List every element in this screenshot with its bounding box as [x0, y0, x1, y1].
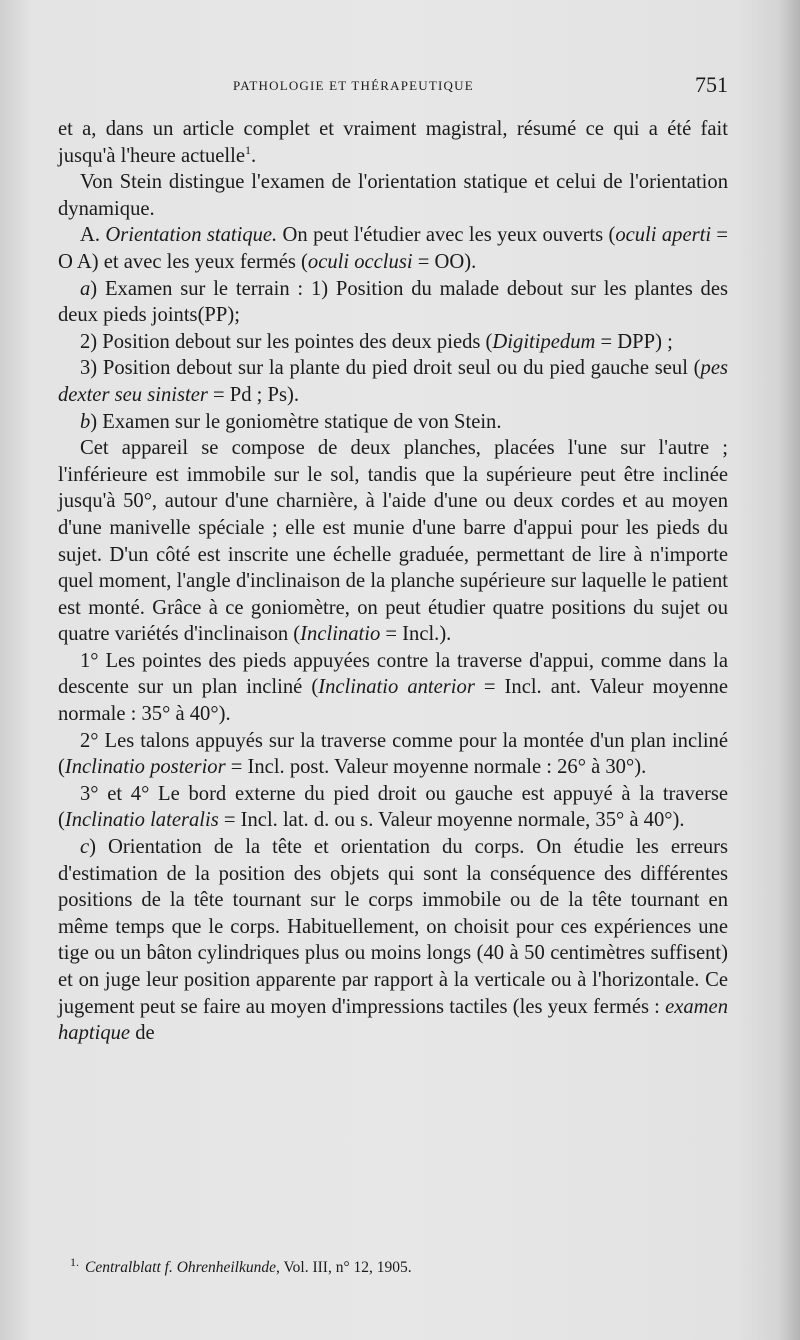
paragraph: c) Orientation de la tête et orientation du corps. On étudie les erreurs d'estimation de la position des objets qui sont la conséquence des différentes positions de la tête tournant sur le corps immobile ou de la tête tournant en même temps que le corps. Habituellement, on choisit pour ces expériences une tige ou un bâton cylindriques plus ou moins longs (40 à 50 centimètres suffisent) et on juge leur position apparente par rapport à la verticale ou à l'horizontale. Ce jugement peut se faire au moyen d'impressions tactiles (les yeux fermés : examen haptique de	[58, 836, 728, 1045]
section-heading: Orientation statique.	[105, 224, 278, 247]
paragraph: Cet appareil se compose de deux planches, placées l'une sur l'autre ; l'inférieure est immobile sur le sol, tandis que la supérieure peut être inclinée jusqu'à 50°, autour d'une charnière, à l'aide d'une ou deux cordes et au moyen d'une manivelle spéciale ; elle est munie d'une barre d'appui pour les pieds du sujet. D'un côté est inscrite une échelle graduée, permettant de lire à n'importe quel moment, l'angle d'inclinaison de la planche supérieure sur laquelle le patient est monté. Grâce à ce goniomètre, on peut étudier quatre positions du sujet ou quatre variétés d'inclinaison (Inclinatio = Incl.).	[58, 437, 728, 646]
page-edge-shadow	[778, 0, 800, 1340]
paragraph: et a, dans un article complet et vraiment magistral, résumé ce qui a été fait jusqu'à l'heure actuelle$^1$.	[58, 118, 728, 167]
footnote	[70, 1252, 730, 1278]
paragraph: 2) Position debout sur les pointes des deux pieds (Digitipedum = DPP) ;	[80, 330, 673, 353]
footnote-journal: Centralblatt f. Ohrenheilkunde	[85, 1259, 276, 1277]
page-number: 751	[695, 72, 728, 97]
body-text	[58, 116, 728, 1047]
paragraph: Von Stein distingue l'examen de l'orientation statique et celui de l'orientation dynamique.	[58, 171, 728, 220]
paragraph: a) Examen sur le terrain : 1) Position du malade debout sur les plantes des deux pieds joints(PP);	[58, 277, 728, 327]
footnote-reference: 1	[244, 142, 251, 157]
paragraph: A. Orientation statique. On peut l'étudier avec les yeux ouverts (oculi aperti = O A) et avec les yeux fermés (oculi occlusi = OO).	[58, 224, 729, 273]
paragraph: 3) Position debout sur la plante du pied droit seul ou du pied gauche seul (pes dexter seu sinister = Pd ; Ps).	[58, 357, 728, 406]
running-title: PATHOLOGIE ET THÉRAPEUTIQUE	[233, 78, 474, 93]
paragraph: 3° et 4° Le bord externe du pied droit ou gauche est appuyé à la traverse (Inclinatio lateralis = Incl. lat. d. ou s. Valeur moyenne normale, 35° à 40°).	[58, 782, 728, 832]
paragraph: b) Examen sur le goniomètre statique de von Stein.	[80, 410, 502, 433]
footnote-marker: 1.	[70, 1255, 79, 1269]
paragraph: 2° Les talons appuyés sur la traverse comme pour la montée d'un plan incliné (Inclinatio posterior = Incl. post. Valeur moyenne normale : 26° à 30°).	[58, 729, 728, 779]
footnote-details: , Vol. III, n° 12, 1905.	[276, 1259, 412, 1277]
paragraph: 1° Les pointes des pieds appuyées contre la traverse d'appui, comme dans la descente sur un plan incliné (Inclinatio anterior = Incl. ant. Valeur moyenne normale : 35° à 40°).	[58, 649, 728, 726]
page-header	[58, 72, 728, 102]
